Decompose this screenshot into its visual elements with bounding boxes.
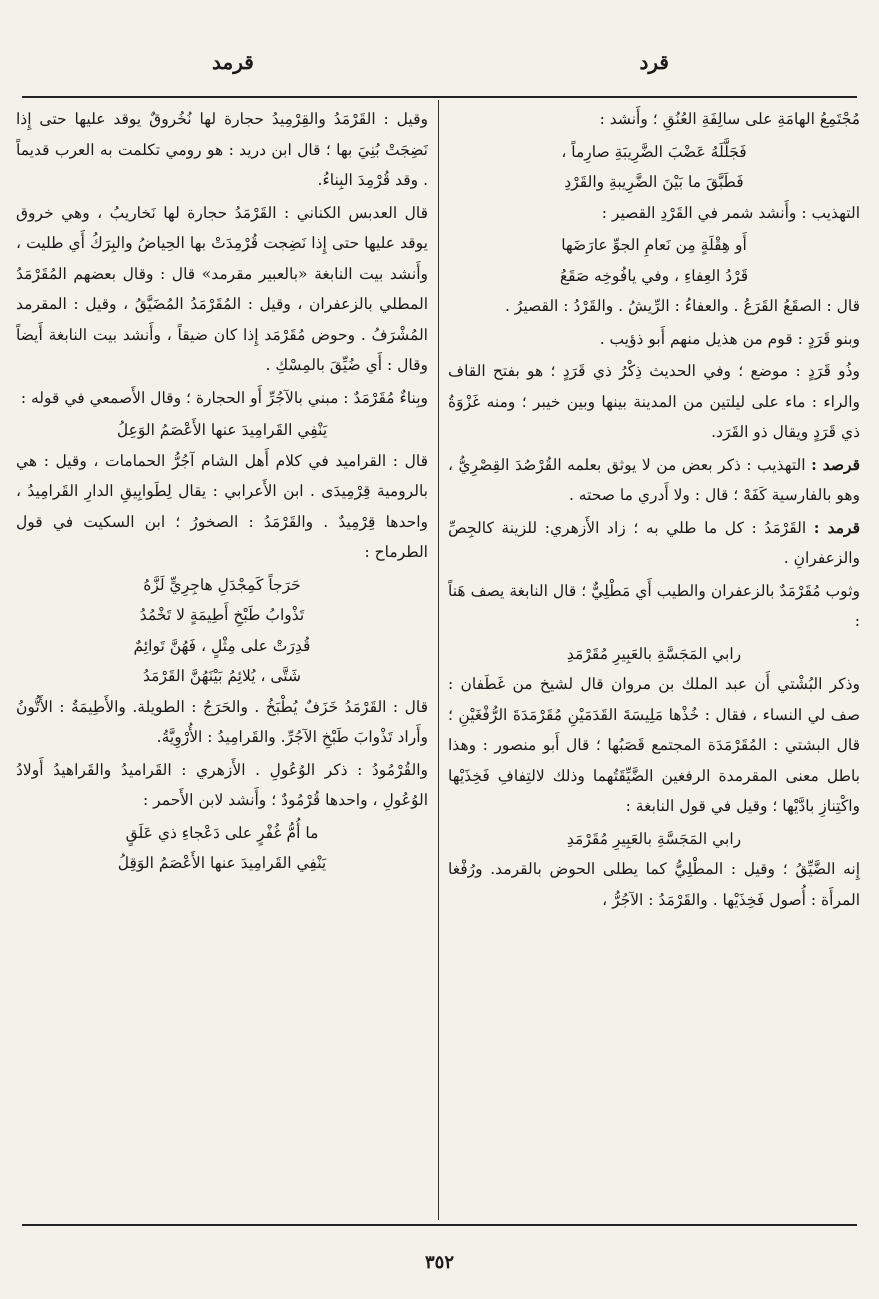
column-divider	[438, 100, 439, 1220]
dictionary-entry	[448, 513, 860, 574]
dictionary-entry	[448, 450, 860, 511]
running-head-left: قرمد	[212, 50, 254, 74]
verse-line: أَو هِقْلَةٍ مِن نَعامِ الجوِّ عارَضَها	[561, 236, 747, 254]
page-number: ٣٥٢	[424, 1252, 454, 1273]
paragraph: وثوب مُقَرْمَدٌ بالزعفران والطيب أَي مَطْلِيٌّ ؛ قال النابغة يصف هَناً :	[448, 581, 860, 630]
paragraph: إِنه الضَّيِّقُ ؛ وقيل : المطْلِيُّ كما يطلى الحوض بالقرمد. ورُفْغا المرأَة : أُصول فَخِذَيْها . والقَرْمَدُ : الآجُرُّ ،	[448, 860, 860, 909]
entry-text: القَرْمَدُ : كل ما طلي به ؛ زاد الأَزهري: للزينة كالجِصِّ والزعفرانِ .	[448, 518, 860, 567]
paragraph: مُجْتَمِعُ الهامَةِ على سالِفَةِ العُنُقِ ؛ وأَنشد :	[599, 110, 860, 128]
verse-line: فَجَلَّلَهُ عَضْبَ الضَّرِيبَةِ صارِماً ،	[561, 142, 747, 161]
paragraph: قال العدبس الكناني : القَرْمَدُ حجارة لها نَخاريبُ ، وهي خروق يوقد عليها حتى إِذا نَضِجت قُرْمِدَتْ بها الحِياضُ والبِرَكُ أَي طليت ، وأَنشد بيت النابغة «بالعبير مقرمد» قال : وقال بعضهم المُقَرْمَدُ المطلي بالزعفران ، وقيل : المُقَرْمَدُ المُضَيَّقُ ، وقيل : المقرمد المُشْرَفُ . وحوض مُقَرْمَد إِذا كان ضيقاً ، وأَنشد بيت النابغة أَيضاً وقال : أَي ضُيِّقَ بالمِسْكِ .	[16, 203, 428, 374]
verse-line: قُدِرَتْ على مِثْلٍ ، فَهُنَّ تَوائِمٌ	[133, 636, 311, 655]
verse-line: يَنْفِي القَرامِيدَ عنها الأَعْصَمُ الوَعِلُ	[116, 421, 328, 439]
verse-line: رابي المَجَسَّةِ بالعَبِيرِ مُقَرْمَدِ	[566, 829, 742, 848]
right-column	[448, 104, 860, 1220]
top-rule	[22, 96, 857, 98]
verse-line: يَنْفِي القَرامِيدَ عنها الأَعْصَمُ الوَقِلُ	[117, 854, 327, 872]
left-column	[16, 104, 428, 1220]
verse-line: شَتَّى ، يُلائِمُ بَيْنَهُنَّ القَرْمَدُ	[143, 667, 301, 685]
paragraph: وذكر البُشْتي أَن عبد الملك بن مروان قال لشيخ من غَطَفان : صف لي النساء ، فقال : خُذْها مَلِيسَةَ القَدَمَيْنِ مُقَرْمَدَةَ الرُّفْغَيْنِ ؛ قال البشتي : المُقَرْمَدَة المجتمع قَصَبُها ؛ قال أَبو منصور : وهذا باطل معنى المقرمدة الرفغين الضَّيِّقَتُهما وذلك لالتِفافِ فَخِذَيْها واكْتِنازِ بادَّيْها ؛ وقيل في قول النابغة :	[448, 675, 860, 815]
entry-headword: قرمد :	[813, 517, 860, 537]
paragraph: قال : القَرْمَدُ خَزَفٌ يُطْبَخُ . والحَرَجُ : الطويلة. والأَطِيمَةُ : الأَتُّونُ وأَراد تَذْوابَ طَبْخِ الآجُرِّ. والقَرامِيدُ : الأُرْوِيَّةُ.	[16, 697, 428, 746]
paragraph: والقُرْمُودُ : ذكر الوُعُولِ . الأَزهري : القَراميدُ والقَراهيدُ أَولادُ الوُعُولِ ، واحدها قُرْمُودٌ ؛ وأَنشد لابن الأَحمر :	[16, 760, 428, 809]
bottom-rule	[22, 1224, 857, 1226]
paragraph: وبِناءٌ مُقَرْمَدٌ : مبني بالآجُرِّ أَو الحجارة ؛ وقال الأَصمعي في قوله :	[20, 388, 428, 407]
entry-headword: قرصد :	[811, 454, 860, 474]
paragraph: وقيل : القَرْمَدُ والقِرْمِيدُ حجارة لها نُخُروقٌ يوقد عليها حتى إِذا نَضِجَتْ بُنِيَ بها ؛ قال ابن دريد : هو رومي تكلمت به العرب قديماً . وقد قُرْمِدَ البِناءُ.	[16, 110, 428, 189]
entry-text: التهذيب : ذكر بعض من لا يوثق بعلمه القُرْصُدَ القِصْرِيُّ ، وهو بالفارسية كَفَهْ ؛ قال : ولا أَدري ما صحته .	[448, 455, 860, 504]
paragraph: قال : القراميد في كلام أَهل الشام آجُرُّ الحمامات ، وقيل : هي بالرومية قِرْمِيدَى . ابن الأَعرابي : يقال لِطَوابِيقِ الدارِ القَرامِيدُ ، واحدها قِرْمِيدٌ . والقَرْمَدُ : الصخورُ ؛ ابن السكيت في قول الطرماح :	[16, 451, 428, 561]
running-head-right: قرد	[639, 50, 669, 74]
verse-line: ما أُمُّ غُفْرٍ على دَعْجاءِ ذي عَلَقٍ	[125, 823, 319, 842]
verse-line: تَذْوابُ طَبْخِ أَطِيمَةٍ لا تَخْمُدُ	[139, 606, 305, 624]
paragraph: التهذيب : وأَنشد شمر في القَرْدِ القصير :	[601, 203, 860, 222]
paragraph: وبنو قَرَدٍ : قوم من هذيل منهم أَبو ذؤيب .	[599, 329, 860, 348]
verse-line: رابي المَجَسَّةِ بالعَبِيرِ مُقَرْمَدِ	[566, 644, 742, 663]
paragraph: وذُو قَرَدٍ : موضع ؛ وفي الحديث ذِكْرُ ذي قَرَدٍ ؛ هو بفتح القاف والراء : ماء على ليلتين من المدينة بينها وبين خيبر ؛ ومنه غَزْوَةُ ذي قَرَدٍ ويقال ذو القَرَد.	[448, 362, 860, 441]
verse-line: فَطَبَّقَ ما بَيْنَ الضَّرِيبةِ والقَرْدِ	[564, 173, 744, 191]
verse-line: حَرَجاً كَمِجْدَلِ هاجِرِيٍّ لَزَّهُ	[143, 575, 301, 594]
verse-line: قَرْدُ العِفاءِ ، وفي يافُوخِه صَقَعُ	[559, 266, 749, 285]
paragraph: قال : الصقَعُ القَرَعُ . والعفاءُ : الرِّيشُ . والقَرْدُ : القصيرُ .	[504, 297, 860, 315]
